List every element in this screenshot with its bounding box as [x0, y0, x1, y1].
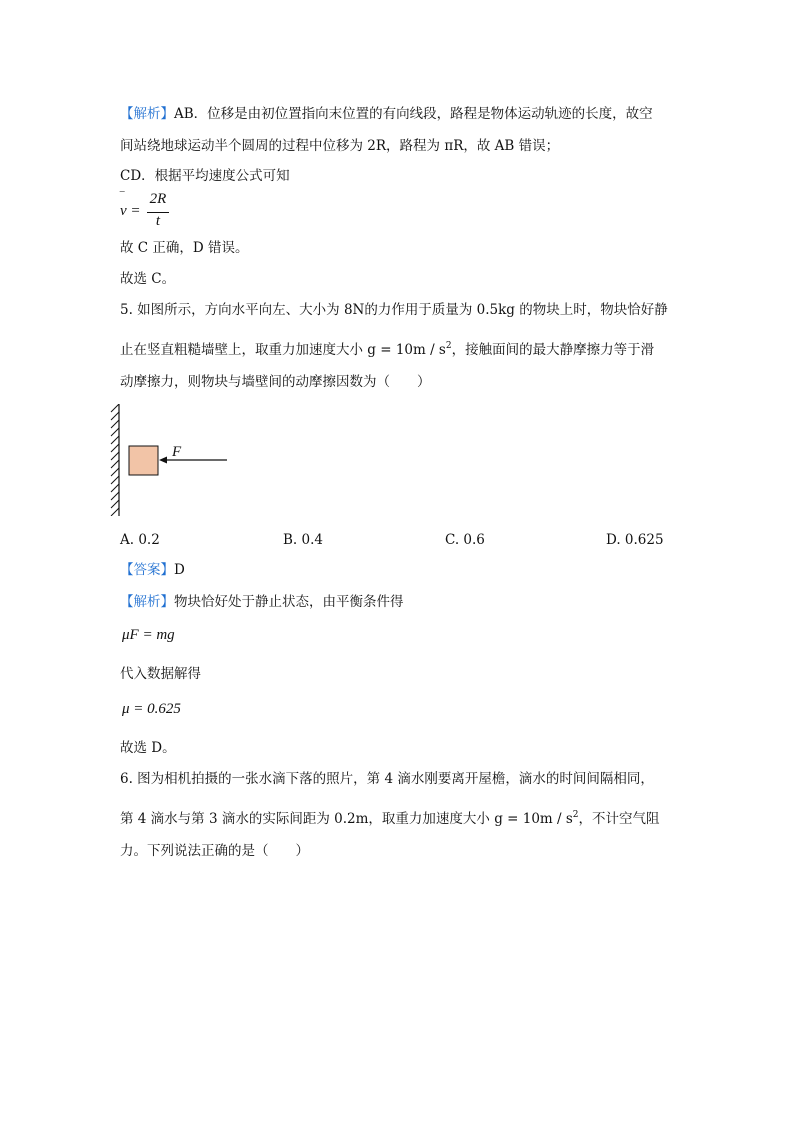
q4-analysis-line-5: 故选 C。 [120, 271, 176, 287]
q5-answer-line [120, 561, 185, 579]
formula-numerator: 2R [149, 191, 167, 207]
q6-stem-line-2-a: 第 4 滴水与第 3 滴水的实际间距为 0.2m，取重力加速度大小 g = 10m / s [120, 811, 573, 827]
force-arrowhead-icon [159, 457, 167, 464]
formula-lhs: v = [120, 203, 141, 219]
choice-b: B. 0.4 [283, 532, 323, 548]
equation-result: μ = 0.625 [122, 701, 181, 717]
q6-stem-line-2-b: ，不计空气阻 [578, 811, 660, 827]
analysis-tag: 【解析】 [120, 106, 174, 122]
answer-tag: 【答案】 [120, 562, 174, 578]
block [129, 446, 158, 475]
answer-value: D [174, 562, 185, 578]
q6-stem-line-1: 6. 图为相机拍摄的一张水滴下落的照片，第 4 滴水刚要离开屋檐，滴水的时间间隔相同， [120, 771, 654, 787]
q5-analysis-line [120, 593, 404, 611]
equation-equilibrium: μF = mg [122, 627, 175, 643]
q5-analysis-text: 物块恰好处于静止状态，由平衡条件得 [174, 594, 404, 610]
q4-analysis-line-1 [120, 105, 653, 123]
formula-denominator: t [155, 213, 161, 229]
q5-stem-line-2 [120, 337, 654, 359]
q6-stem-line-3: 力。下列说法正确的是（ ） [120, 843, 309, 859]
analysis-tag: 【解析】 [120, 594, 174, 610]
q4-analysis-line-3: CD．根据平均速度公式可知 [120, 168, 290, 184]
q6-exponent: 2 [572, 810, 579, 820]
choice-d: D. 0.625 [606, 532, 664, 548]
q6-stem-line-2 [120, 806, 660, 828]
choice-c: C. 0.6 [445, 532, 485, 548]
q4-analysis-text-1: AB．位移是由初位置指向末位置的有向线段，路程是物体运动轨迹的长度，故空 [174, 106, 653, 122]
average-velocity-formula [120, 189, 180, 233]
wall-hatching [111, 404, 119, 516]
q4-analysis-line-4: 故 C 正确，D 错误。 [120, 240, 249, 256]
block-wall-figure [110, 404, 235, 516]
q5-stem-line-2-b: ，接触面间的最大静摩擦力等于滑 [451, 342, 655, 358]
q5-exponent: 2 [445, 341, 452, 351]
q5-substitute-text: 代入数据解得 [120, 666, 201, 682]
q5-stem-line-2-a: 止在竖直粗糙墙壁上，取重力加速度大小 g = 10m / s [120, 342, 446, 358]
overbar-icon: ‾ [120, 189, 125, 204]
q4-analysis-line-2: 间站绕地球运动半个圆周的过程中位移为 2R，路程为 πR，故 AB 错误； [120, 138, 560, 154]
q5-stem-line-3: 动摩擦力，则物块与墙壁间的动摩擦因数为（ ） [120, 374, 431, 390]
q5-conclusion: 故选 D。 [120, 740, 176, 756]
q5-stem-line-1: 5. 如图所示，方向水平向左、大小为 8N的力作用于质量为 0.5kg 的物块上时，物块恰好静 [120, 302, 668, 318]
choice-a: A. 0.2 [120, 532, 160, 548]
force-label: F [172, 444, 182, 460]
